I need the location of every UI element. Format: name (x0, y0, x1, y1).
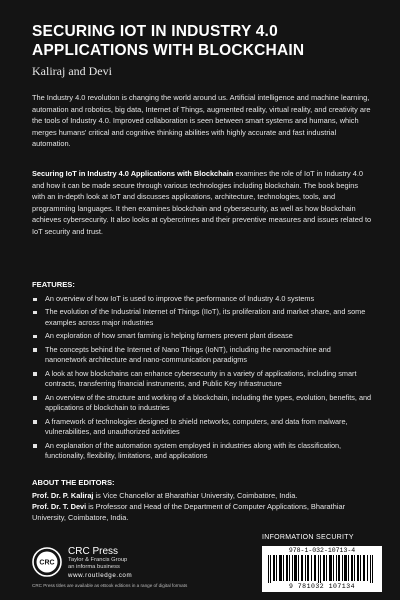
editor-name: Prof. Dr. T. Devi (32, 502, 87, 512)
editors-section (32, 490, 372, 524)
feature-item: An explanation of the automation system employed in industries along with its classification, functionality, flexibility, limitations, and applications (32, 441, 372, 462)
publisher-tagline: an informa business (68, 564, 120, 570)
feature-item: The evolution of the Industrial Internet of Things (IIoT), its proliferation and market share, and some examples across major industries (32, 307, 372, 328)
feature-item: An overview of how IoT is used to improve the performance of Industry 4.0 systems (32, 294, 372, 305)
barcode-icon (268, 555, 376, 583)
feature-item: An overview of the structure and working of a blockchain, including the types, evolution, benefits, and applications of blockchain to industries (32, 393, 372, 414)
description-paragraph-2-text: examines the role of IoT in Industry 4.0 and how it can be made secure through various technologies including blockchain. The book begins with an in-depth look at IoT and discusses applications, architecture, technologies, tools, and programming languages. It then examines blockchain and cybersecurity, as well as how blockchain achieves cybersecurity. It also looks at cybercrimes and their preventive measures and issues related to IoT security and trust. (32, 169, 372, 236)
crc-press-logo-icon (32, 547, 62, 577)
editor-description: is Vice Chancellor at Bharathiar University, Coimbatore, India. (93, 491, 298, 500)
feature-item: An exploration of how smart farming is helping farmers prevent plant disease (32, 331, 372, 342)
publisher-tagline: Taylor & Francis Group (68, 557, 128, 563)
isbn-barcode (262, 546, 382, 592)
editor-name: Prof. Dr. P. Kaliraj (32, 491, 94, 500)
book-authors: Kaliraj and Devi (32, 64, 112, 78)
feature-item: The concepts behind the Internet of Nano Things (IoNT), including the nanomachine and nanonetwork architecture and nano-communication paradigms (32, 345, 372, 366)
description-book-title: Securing IoT in Industry 4.0 Applications with Blockchain (32, 169, 234, 178)
book-title: SECURING IOT IN INDUSTRY 4.0 APPLICATIONS WITH BLOCKCHAIN (32, 23, 305, 59)
editors-heading: ABOUT THE EDITORS: (32, 478, 115, 487)
ebook-availability-note: CRC Press titles are available as eBook editions in a range of digital formats (32, 583, 188, 588)
description-paragraph-2 (32, 168, 372, 238)
publisher-url: www.routledge.com (68, 572, 133, 579)
publisher-block (68, 546, 228, 580)
subject-category: INFORMATION SECURITY (262, 534, 354, 541)
features-heading: FEATURES: (32, 280, 75, 289)
editor-bio (32, 501, 372, 523)
logo-text: CRC (39, 559, 55, 567)
barcode-digits: 9 781032 107134 (288, 583, 355, 590)
publisher-name: CRC Press (68, 546, 119, 557)
description-paragraph-1: The Industry 4.0 revolution is changing the world around us. Artificial intelligence and machine learning, automation and robotics, big data, Internet of Things, augmented reality, virtual reality, and creativity are the tools of Industry 4.0. Improved collaboration is seen between smart systems and humans, which merges humans' critical and cognitive thinking abilities with highly accurate and fast industrial automation. (32, 93, 371, 149)
feature-item: A framework of technologies designed to shield networks, computers, and data from malware, vulnerabilities, and unauthorized activities (32, 417, 372, 438)
isbn-number: 978-1-032-10713-4 (288, 547, 356, 554)
editor-bio (32, 490, 372, 501)
features-list (32, 294, 372, 465)
feature-item: A look at how blockchains can enhance cybersecurity in a variety of applications, including smart contracts, transferring financial instruments, and Public Key Infrastructure (32, 369, 372, 390)
editor-description: is Professor and Head of the Department of Computer Applications, Bharathiar University, Coimbatore, India. (32, 502, 346, 523)
